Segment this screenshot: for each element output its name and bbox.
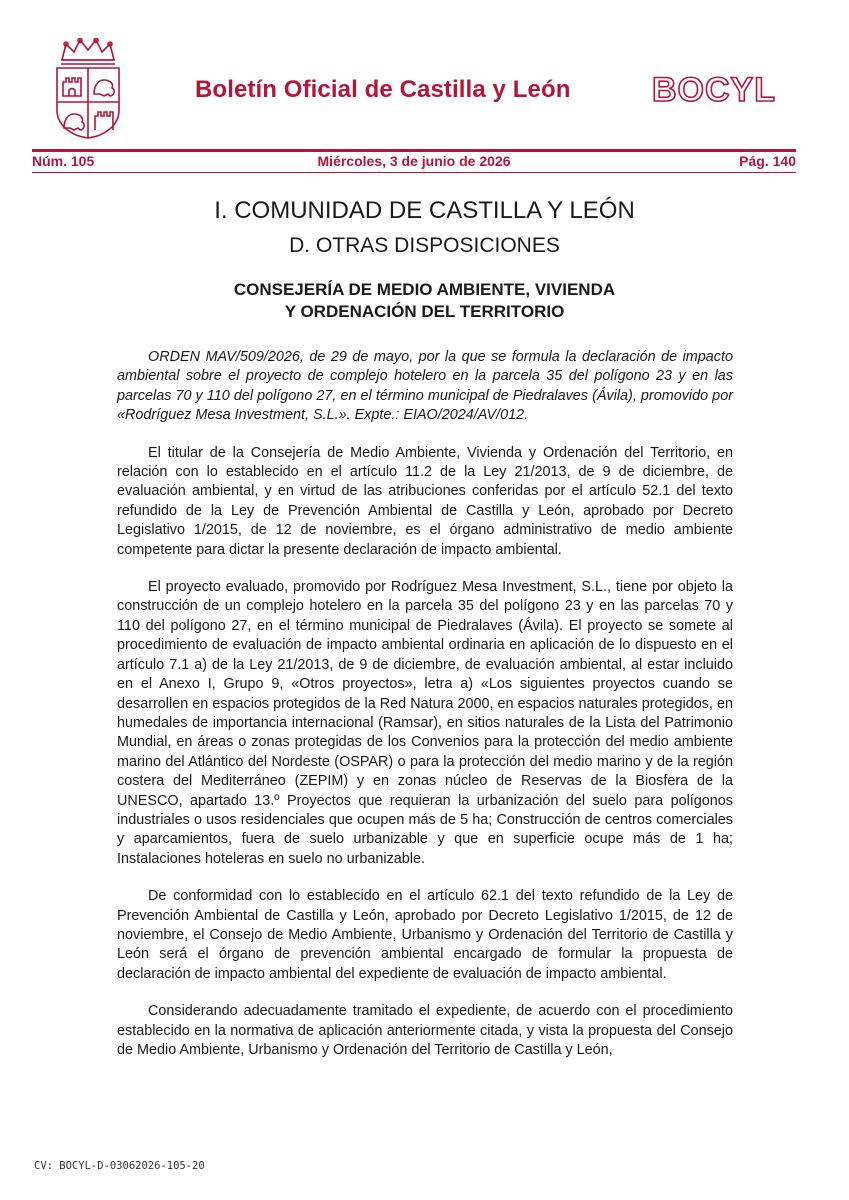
order-summary: ORDEN MAV/509/2026, de 29 de mayo, por la que se formula la declaración de impacto ambiental sobre el proyecto de complejo hotelero en la parcela 35 del polígono 23 y en las parcelas 70 y 110 del polígono 27, en el término municipal de Piedralaves (Ávila), promovido por «Rodríguez Mesa Investment, S.L.». Expte.: EIAO/2024/AV/012.: [117, 349, 733, 424]
consejeria-line-2: Y ORDENACIÓN DEL TERRITORIO: [284, 302, 565, 321]
coat-of-arms-icon: [52, 38, 124, 140]
issue-number: Núm. 105: [32, 153, 95, 169]
bulletin-title: Boletín Oficial de Castilla y León: [195, 76, 571, 103]
body-paragraph: De conformidad con lo establecido en el artículo 62.1 del texto refundido de la Ley de Prevención Ambiental de Castilla y León, aprobado por Decreto Legislativo 1/2015, de 12 de noviembre, el Consejo de Medio Ambiente, Urbanismo y Ordenación del Territorio de Castilla y León será el órgano de prevención ambiental encargado de formular la propuesta de declaración de impacto ambiental del expediente de evaluación de impacto ambiental.: [117, 888, 733, 982]
header-rule-bottom: [32, 172, 796, 173]
issue-date: Miércoles, 3 de junio de 2026: [317, 153, 511, 169]
body-paragraph: El proyecto evaluado, promovido por Rodríguez Mesa Investment, S.L., tiene por objeto la construcción de un complejo hotelero en la parcela 35 del polígono 23 y en las parcelas 70 y 110 del polígono 27, en el término municipal de Piedralaves (Ávila). El proyecto se somete al procedimiento de evaluación de impacto ambiental ordinaria en aplicación de lo dispuesto en el artículo 7.1 a) de la Ley 21/2013, de 9 de diciembre, de evaluación ambiental, al estar incluido en el Anexo I, Grupo 9, «Otros proyectos», letra a) «Los siguientes proyectos cuando se desarrollen en espacios protegidos de la Red Natura 2000, en espacios naturales protegidos, en humedales de importancia internacional (Ramsar), en sitios naturales de la Lista del Patrimonio Mundial, en áreas o zonas protegidas de los Convenios para la protección del medio ambiente marino del Atlántico del Nordeste (OSPAR) o para la protección del medio marino y de la región costera del Mediterráneo (ZEPIM) y en zonas núcleo de Reservas de la Biosfera de la UNESCO, apartado 13.º Proyectos que requieran la urbanización del suelo para polígonos industriales o usos residenciales que ocupen más de 5 ha; Construcción de centros comerciales y aparcamientos, fuera de suelo urbanizable y que en superficie ocupe más de 1 ha; Instalaciones hoteleras en suelo no urbanizable.: [117, 579, 733, 867]
body-paragraph: Considerando adecuadamente tramitado el expediente, de acuerdo con el procedimiento establecido en la normativa de aplicación anteriormente citada, y vista la propuesta del Consejo de Medio Ambiente, Urbanismo y Ordenación del Territorio de Castilla y León,: [117, 1003, 733, 1058]
page-number: Pág. 140: [739, 153, 796, 169]
body-paragraph: El titular de la Consejería de Medio Ambiente, Vivienda y Ordenación del Territorio, en relación con lo establecido en el artículo 11.2 de la Ley 21/2013, de 9 de diciembre, de evaluación ambiental, y en virtud de las atribuciones conferidas por el artículo 52.1 del texto refundido de la Ley de Prevención Ambiental de Castilla y León, aprobado por Decreto Legislativo 1/2015, de 12 de noviembre, es el órgano administrativo de medio ambiente competente para dictar la presente declaración de impacto ambiental.: [117, 444, 733, 558]
document-body: [117, 348, 733, 1078]
consejeria-heading: [0, 279, 849, 323]
bocyl-logo: BOCYL: [652, 71, 776, 109]
verification-code: CV: BOCYL-D-03062026-105-20: [34, 1160, 205, 1172]
subsection-heading: D. OTRAS DISPOSICIONES: [289, 234, 560, 257]
section-heading: I. COMUNIDAD DE CASTILLA Y LEÓN: [214, 197, 635, 224]
consejeria-line-1: CONSEJERÍA DE MEDIO AMBIENTE, VIVIENDA: [233, 280, 616, 299]
issue-meta-row: [32, 153, 796, 171]
header-rule-top: [32, 149, 796, 152]
